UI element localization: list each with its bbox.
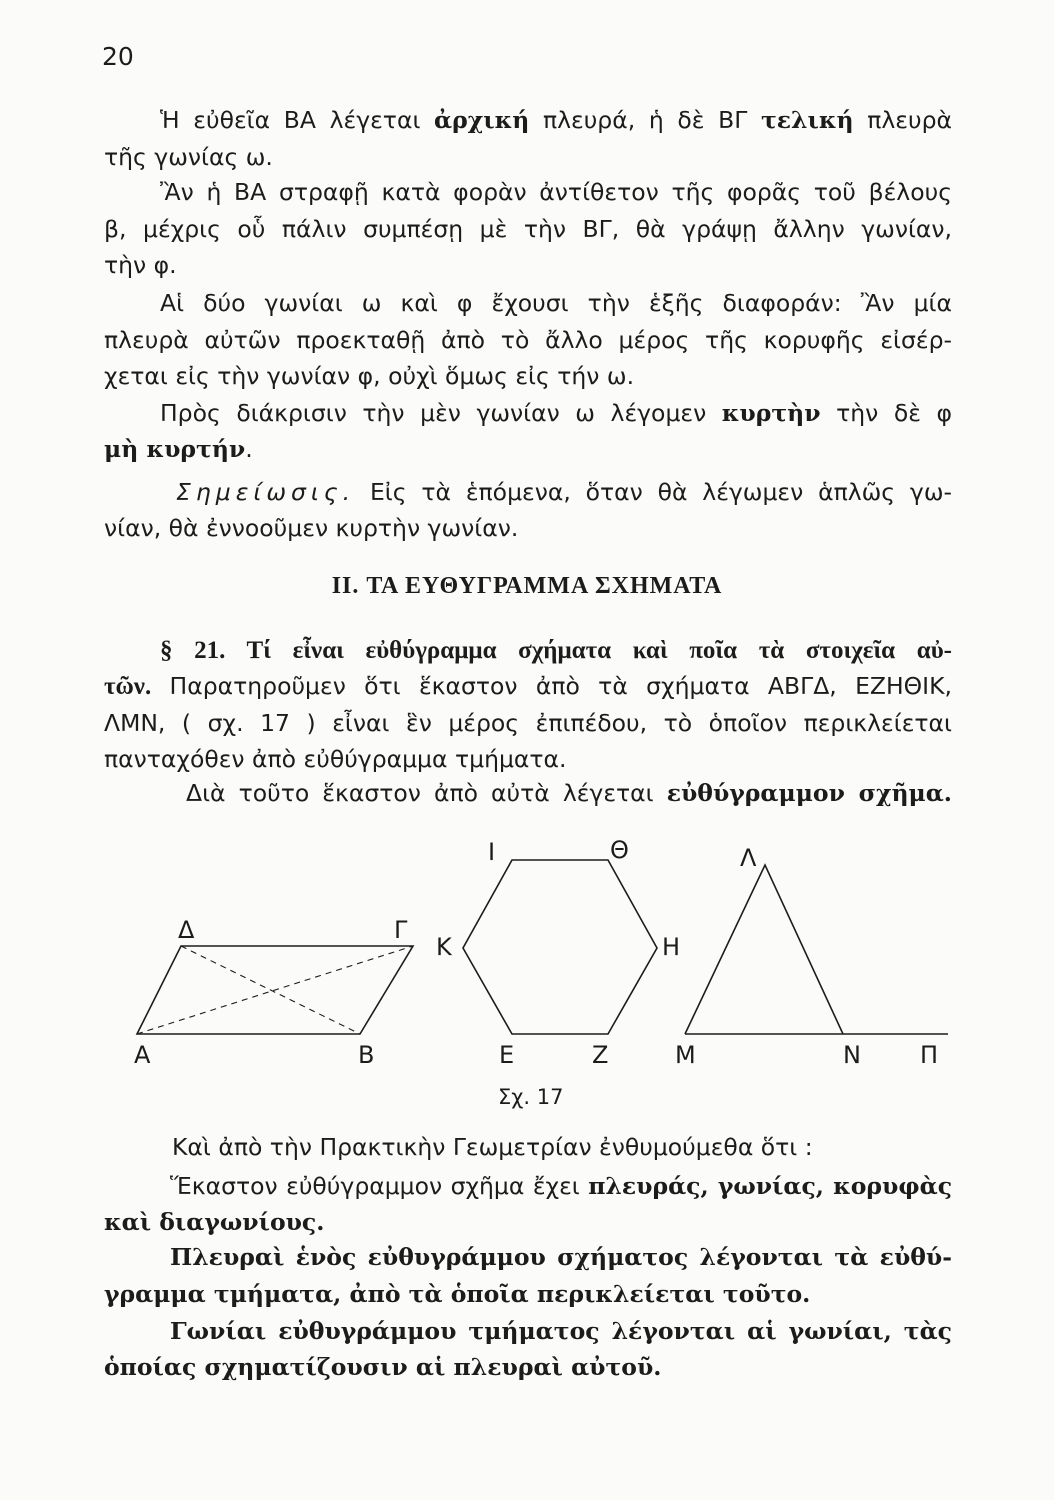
- section-line: Διὰ τοῦτο ἕκαστον ἀπὸ αὐτὰ λέγεται εὐθύγραμμον σχῆμα.: [186, 779, 952, 807]
- parallelogram-abgd: [137, 946, 413, 1034]
- paragraph-line: Γωνίαι εὐθυγράμμου τμήματος λέγονται αἱ γωνίαι, τὰς: [170, 1317, 952, 1345]
- paragraph-line: χεται εἰς τὴν γωνίαν φ, οὐχὶ ὅμως εἰς τήν ω.: [104, 362, 635, 390]
- vertex-label-p: Π: [920, 1041, 939, 1069]
- vertex-label-g: Γ: [394, 916, 408, 944]
- paragraph-line: β, μέχρις οὗ πάλιν συμπέσῃ μὲ τὴν ΒΓ, θὰ γράψῃ ἄλλην γωνίαν,: [104, 215, 952, 243]
- figure-caption: Σχ. 17: [498, 1085, 564, 1109]
- triangle-lmn: [685, 865, 948, 1034]
- chapter-heading: II. ΤΑ ΕΥΘΥΓΡΑΜΜΑ ΣΧΗΜΑΤΑ: [331, 573, 723, 599]
- vertex-label-d: Δ: [178, 916, 195, 944]
- paragraph-line: καὶ διαγωνίους.: [104, 1208, 325, 1236]
- section-line: πανταχόθεν ἀπὸ εὐθύγραμμα τμήματα.: [104, 745, 567, 773]
- paragraph-line: γραμμα τμήματα, ἀπὸ τὰ ὁποῖα περικλείεται τοῦτο.: [104, 1280, 811, 1308]
- paragraph-line: Ἂν ἡ ΒΑ στραφῇ κατὰ φορὰν ἀντίθετον τῆς φορᾶς τοῦ βέλους: [160, 178, 952, 206]
- paragraph-line: Καὶ ἀπὸ τὴν Πρακτικὴν Γεωμετρίαν ἐνθυμούμεθα ὅτι :: [172, 1133, 813, 1161]
- vertex-label-m: Μ: [675, 1041, 696, 1069]
- paragraph-line: τῆς γωνίας ω.: [104, 143, 273, 171]
- vertex-label-l: Λ: [740, 844, 757, 872]
- note-line: νίαν, θὰ ἐννοοῦμεν κυρτὴν γωνίαν.: [104, 514, 519, 542]
- vertex-label-h: Η: [662, 933, 681, 961]
- paragraph-line: Ἡ εὐθεῖα ΒΑ λέγεται ἀρχική πλευρά, ἡ δὲ ΒΓ τελική πλευρὰ: [160, 106, 953, 134]
- vertex-label-e: Ε: [499, 1041, 515, 1069]
- note-line: Σημείωσις. Εἰς τὰ ἑπόμενα, ὅταν θὰ λέγωμεν ἁπλῶς γω-: [176, 478, 952, 506]
- vertex-label-k: Κ: [436, 933, 452, 961]
- vertex-label-i: Ι: [488, 838, 496, 866]
- paragraph-line: Αἱ δύο γωνίαι ω καὶ φ ἔχουσι τὴν ἑξῆς διαφοράν: Ἂν μία: [160, 289, 952, 317]
- hexagon-ezhthik: [463, 860, 657, 1034]
- paragraph-line: ὁποίας σχηματίζουσιν αἱ πλευραὶ αὐτοῦ.: [104, 1353, 662, 1381]
- section-title: § 21. Τί εἶναι εὐθύγραμμα σχήματα καὶ ποῖα τὰ στοιχεῖα αὐ-: [160, 637, 952, 664]
- vertex-label-th: Θ: [610, 836, 629, 864]
- section-line: ΛΜΝ, ( σχ. 17 ) εἶναι ἓν μέρος ἐπιπέδου, τὸ ὁποῖον περικλείεται: [104, 709, 952, 737]
- figure-17: [0, 820, 1054, 1120]
- page-number: 20: [102, 42, 134, 71]
- vertex-label-a: Α: [134, 1041, 151, 1069]
- paragraph-line: Ἕκαστον εὐθύγραμμον σχῆμα ἔχει πλευράς, γωνίας, κορυφὰς: [170, 1172, 952, 1200]
- paragraph-line: Πλευραὶ ἑνὸς εὐθυγράμμου σχήματος λέγονται τὰ εὐθύ-: [170, 1243, 952, 1271]
- vertex-label-b: Β: [358, 1041, 375, 1069]
- paragraph-line: Πρὸς διάκρισιν τὴν μὲν γωνίαν ω λέγομεν κυρτὴν τὴν δὲ φ: [160, 399, 952, 427]
- paragraph-line: τὴν φ.: [104, 251, 177, 279]
- vertex-label-z: Ζ: [592, 1041, 609, 1069]
- note-label: Σημείωσις.: [176, 478, 356, 506]
- vertex-label-n: Ν: [843, 1041, 861, 1069]
- paragraph-line: μὴ κυρτήν.: [104, 435, 253, 463]
- section-line: τῶν. Παρατηροῦμεν ὅτι ἕκαστον ἀπὸ τὰ σχήματα ΑΒΓΔ, ΕΖΗΘΙΚ,: [104, 672, 952, 700]
- paragraph-line: πλευρὰ αὐτῶν προεκταθῇ ἀπὸ τὸ ἄλλο μέρος τῆς κορυφῆς εἰσέρ-: [104, 326, 952, 354]
